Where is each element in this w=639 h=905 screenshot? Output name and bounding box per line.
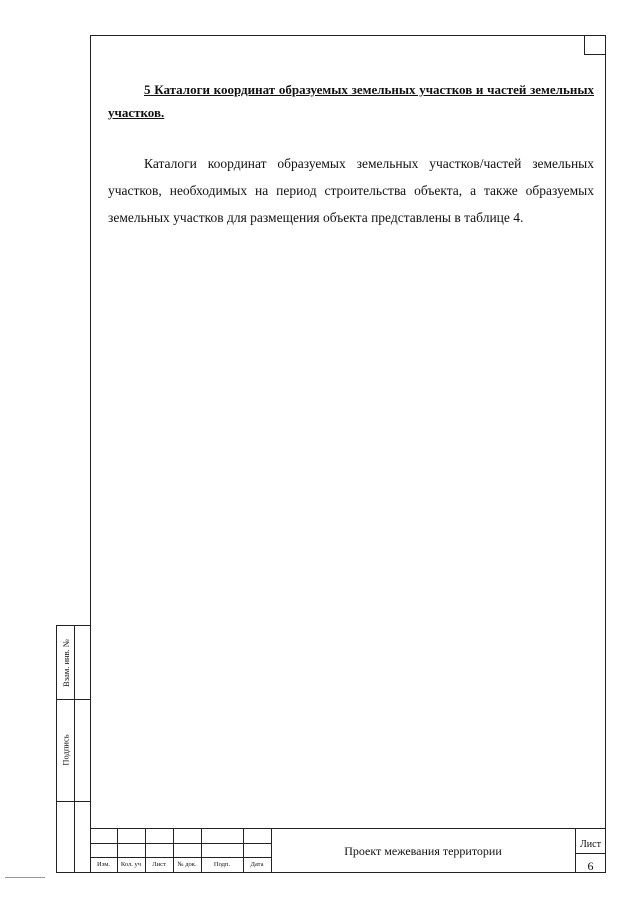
side-label-inv: Взам. инв. № bbox=[60, 638, 71, 687]
title-block bbox=[90, 828, 606, 873]
corner-box bbox=[584, 35, 606, 55]
col-doc-num: № док. bbox=[177, 861, 197, 868]
body-paragraph: Каталоги координат образуемых земельных участков/частей земельных участков, необходимых на период строительства объекта, а также образуемых земельных участков для размещения объекта представлены в таблице 4. bbox=[108, 156, 594, 225]
col-kol-uch: Кол. уч bbox=[120, 861, 142, 868]
side-label-signature: Подпись bbox=[60, 734, 71, 766]
section-heading: 5 Каталоги координат образуемых земельных участков и частей земельных участков. bbox=[108, 82, 594, 120]
col-izm: Изм. bbox=[97, 861, 110, 868]
side-strip bbox=[56, 625, 90, 873]
document-title: Проект межевания территории bbox=[344, 844, 502, 858]
col-list: Лист bbox=[152, 861, 166, 868]
sheet-label: Лист bbox=[580, 839, 601, 850]
scan-mark bbox=[5, 877, 45, 878]
col-data: Дата bbox=[250, 861, 264, 868]
sheet-number: 6 bbox=[587, 859, 594, 873]
col-podp: Подп. bbox=[213, 861, 231, 868]
